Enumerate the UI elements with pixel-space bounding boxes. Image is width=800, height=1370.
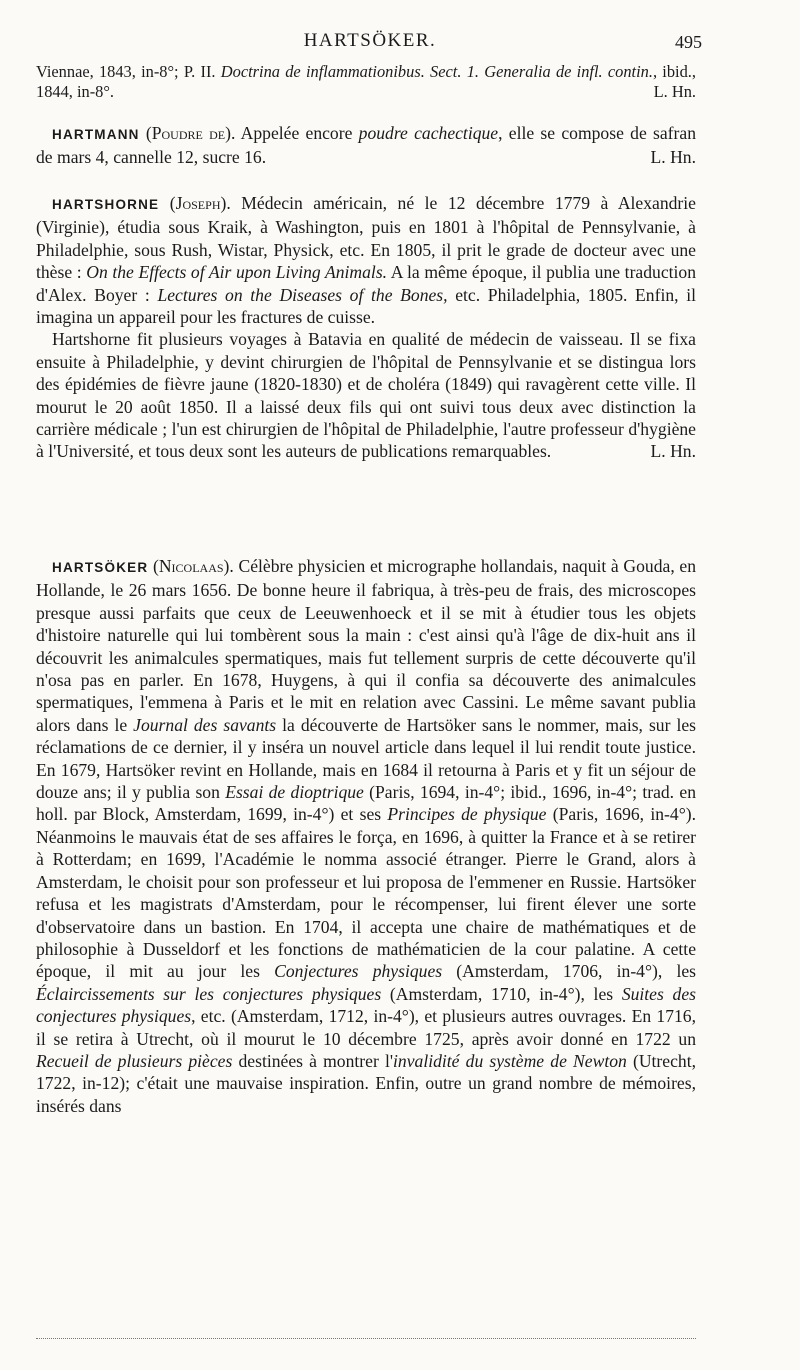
author-signature: L. Hn. — [650, 441, 696, 462]
entry-qualifier: (Nicolaas). — [152, 556, 234, 576]
entry-text: (Utrecht, 1722, in-12); c'était une mauvaise inspiration. Enfin, outre un grand nombre de mémoires, insérés dans — [36, 1050, 696, 1116]
footer-dotted-rule — [36, 1338, 696, 1339]
entry-text: (Amsterdam, 1706, in-4°), les — [442, 961, 697, 982]
entry-text: (Paris, 1696, in-4°). Néanmoins le mauvais état de ses affaires le força, en 1696, à quitter la France et à se retirer à Rotterdam; en 1699, l'Académie le nomma associé étranger. Pierre le Grand, alors à Amsterdam, le choisit pour son professeur et lui proposa de l'emmener en Russie. Hartsöker refusa et les magistrats d'Amsterdam, pour le récompenser, lui firent élever une sorte d'observatoire dans un bastion. En 1704, il accepta une chaire de mathématiques et de philosophie à Dusseldorf et les fonctions de mathématicien de la cour palatine. A cette époque, il mit au jour les — [36, 804, 696, 982]
work-title: Éclaircissements sur les conjectures physiques — [36, 983, 382, 1004]
entry-text: (Amsterdam, 1710, in-4°), les — [381, 983, 622, 1004]
work-title: Suites des conjectures physiques — [36, 983, 696, 1027]
entry-text: , etc. (Amsterdam, 1712, in-4°), et plusieurs autres ouvrages. En 1716, il se retira à Utrecht, où il mourut le 10 décembre 1725, après avoir donné en 1722 un — [36, 1006, 696, 1049]
work-title: Recueil de plusieurs pièces — [36, 1050, 233, 1071]
running-head — [0, 30, 800, 54]
work-title: invalidité du système de Newton — [393, 1050, 627, 1071]
entry-text: Hartshorne fit plusieurs voyages à Batavia en qualité de médecin de vaisseau. Il se fixa ensuite à Philadelphie, y devint chirurgien de l'hôpital de Pennsylvanie et se distingua lors des épidémies de fièvre jaune (1820-1830) et de choléra (1849) qui ravagèrent cette ville. Il mourut le 20 août 1850. Il a laissé deux fils qui ont suivi tous deux avec distinction la carrière médicale ; l'un est chirurgien de l'hôpital de Philadelphie, l'autre professeur d'hygiène à l'Université, et tous deux sont les auteurs de publications remarquables. — [36, 329, 696, 462]
work-title: Journal des savants — [133, 714, 277, 735]
entry-text: (Paris, 1694, in-4°; ibid., 1696, in-4°; trad. en holl. par Block, Amsterdam, 1699, in-4°) et ses — [36, 782, 696, 825]
entry-headword: HARTSÖKER — [52, 560, 149, 575]
author-signature: L. Hn. — [653, 82, 696, 101]
entry-text: Médecin américain, né le 12 décembre 1779 à Alexandrie (Virginie), étudia sous Kraik, à Washington, puis en 1801 à l'hôpital de Pennsylvanie, à Philadelphie, sous Rush, Wistar, Physick, etc. En 1805, il prit le grade de docteur avec une thèse : — [36, 193, 696, 283]
work-title: Principes de physique — [387, 804, 547, 825]
entry-text: , ibid., 1844, in-8°. — [36, 62, 696, 101]
entry-qualifier: (Poudre de). — [145, 123, 236, 143]
entry-text: la découverte de Hartsöker sans le nommer, mais, sur les réclamations de ce dernier, il y inséra un nouvel article dans lequel il lui rendit toute justice. En 1679, Hartsöker revint en Hollande, mais en 1684 il retourna à Paris et y fit un séjour de douze ans; il y publia son — [36, 714, 697, 803]
work-title: On the Effects of Air upon Living Animals. — [86, 262, 388, 283]
work-title: Conjectures physiques — [274, 961, 443, 982]
author-signature: L. Hn. — [650, 147, 696, 168]
entry-qualifier: (Joseph). — [169, 193, 231, 213]
running-title: HARTSÖKER. — [303, 30, 437, 51]
entry-headword: HARTSHORNE — [52, 197, 160, 212]
entry-headword: HARTMANN — [52, 127, 140, 142]
entry-previous-continuation — [36, 62, 696, 102]
work-title: Doctrina de inflammationibus. Sect. 1. Generalia de infl. contin. — [220, 62, 653, 81]
work-title: Lectures on the Diseases of the Bones, — [157, 284, 448, 305]
entry-text: , elle se compose de safran de mars 4, cannelle 12, sucre 16. — [36, 123, 696, 168]
entry-text: Viennae, 1843, in-8°; P. II. — [36, 62, 221, 81]
term-italic: poudre cachectique — [358, 123, 499, 143]
entry-text: Appelée encore — [235, 123, 359, 143]
entry-text: destinées à montrer l' — [232, 1050, 394, 1071]
page-number: 495 — [675, 32, 702, 52]
entry-hartshorne — [36, 192, 696, 463]
entry-hartsoker — [36, 555, 696, 1117]
entry-text: A la même époque, il publia une traduction d'Alex. Boyer : — [36, 262, 697, 305]
entry-text: Célèbre physicien et micrographe hollandais, naquit à Gouda, en Hollande, le 26 mars 1656. De bonne heure il fabriqua, à très-peu de frais, des microscopes presque aussi parfaits que ceux de Leeuwenhoeck et il se mit à étudier tous les objets d'histoire naturelle qui lui tombèrent sous la main : c'est ainsi qu'à l'âge de dix-huit ans il découvrit les animalcules spermatiques, mais fut tellement surpris de cette découverte qu'il n'osa pas en parler. En 1678, Huygens, à qui il confia sa découverte des animalcules spermatiques, l'emmena à Paris et le mit en relation avec Cassini. Le même savant publia alors dans le — [36, 556, 696, 735]
work-title: Essai de dioptrique — [225, 782, 364, 803]
entry-text: etc. Philadelphia, 1805. Enfin, il imagina un appareil pour les fractures de cuisse. — [36, 284, 696, 328]
entry-hartmann — [36, 122, 696, 169]
